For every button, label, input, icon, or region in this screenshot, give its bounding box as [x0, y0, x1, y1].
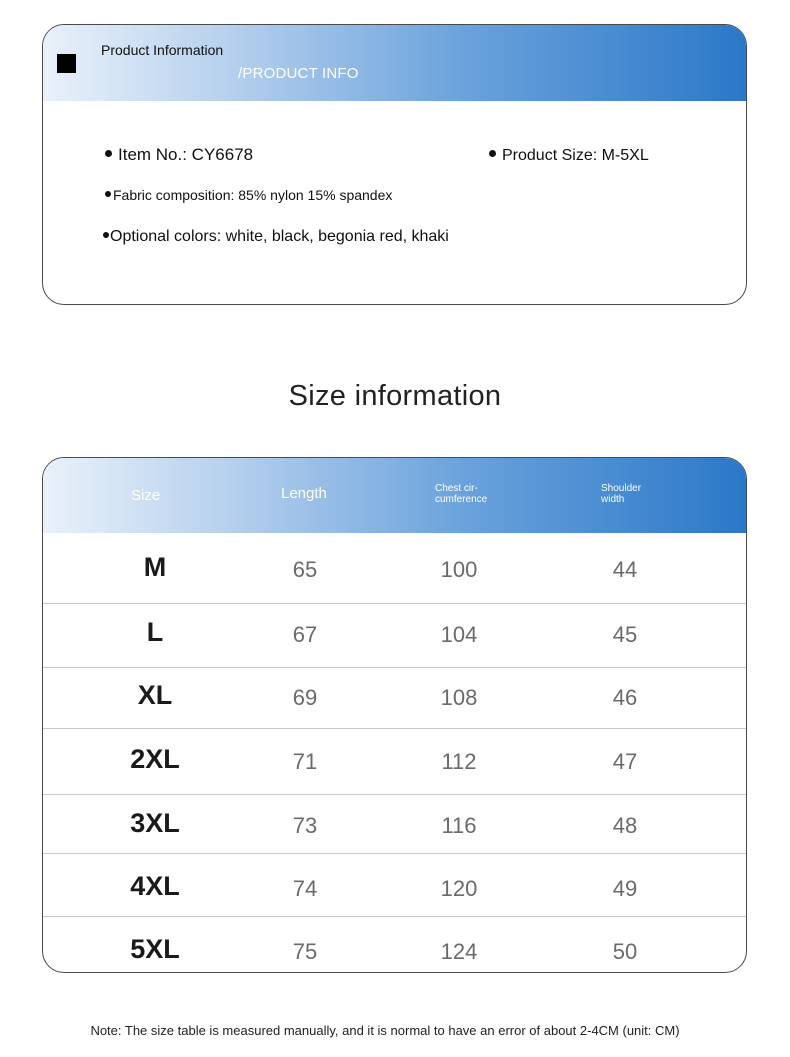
table-row	[43, 533, 747, 603]
size-cell: 2XL	[130, 744, 180, 774]
length-cell: 71	[292, 749, 318, 774]
size-cell: L	[146, 617, 164, 647]
length-cell: 74	[292, 876, 318, 901]
chest-cell: 108	[440, 685, 478, 710]
bullet-icon	[105, 150, 112, 157]
size-cell: M	[143, 552, 167, 582]
size-cell: XL	[137, 680, 173, 710]
item-number: Item No.: CY6678	[105, 145, 253, 165]
product-info-subtitle: /PRODUCT INFO	[238, 65, 359, 82]
bullet-icon	[103, 232, 109, 238]
bullet-icon	[489, 150, 496, 157]
chest-cell: 116	[441, 813, 477, 838]
optional-colors: Optional colors: white, black, begonia red, khaki	[103, 228, 449, 246]
header-shoulder: Shoulder width	[601, 483, 642, 505]
length-cell: 67	[292, 622, 318, 647]
length-cell: 69	[292, 685, 318, 710]
product-size: Product Size: M-5XL	[489, 147, 649, 165]
chest-cell: 124	[440, 939, 478, 964]
shoulder-cell: 45	[612, 622, 638, 647]
size-section-title: Size information	[288, 380, 502, 412]
shoulder-cell: 49	[612, 876, 638, 901]
shoulder-cell: 44	[612, 557, 638, 582]
size-table	[42, 457, 747, 973]
size-cell: 5XL	[130, 934, 180, 964]
square-icon	[57, 54, 76, 73]
table-row	[43, 853, 747, 916]
chest-cell: 120	[440, 876, 478, 901]
bullet-icon	[105, 191, 111, 197]
shoulder-cell: 46	[612, 685, 638, 710]
measurement-note: Note: The size table is measured manually, and it is normal to have an error of about 2-4CM (unit: CM)	[90, 1023, 680, 1038]
header-size: Size	[131, 487, 161, 504]
product-info-header	[43, 25, 746, 101]
chest-cell: 112	[441, 749, 477, 774]
length-cell: 75	[292, 939, 318, 964]
table-row	[43, 667, 747, 728]
size-table-header	[43, 458, 746, 533]
fabric-composition: Fabric composition: 85% nylon 15% spandex	[105, 187, 392, 203]
table-row	[43, 603, 747, 667]
table-row	[43, 794, 747, 853]
product-info-card	[42, 24, 747, 305]
shoulder-cell: 50	[612, 939, 638, 964]
length-cell: 73	[292, 813, 318, 838]
product-info-title: Product Information	[101, 42, 224, 58]
chest-cell: 104	[440, 622, 478, 647]
shoulder-cell: 47	[612, 749, 638, 774]
size-cell: 3XL	[130, 808, 180, 838]
table-row	[43, 728, 747, 794]
shoulder-cell: 48	[612, 813, 638, 838]
header-chest: Chest cir- cumference	[435, 483, 488, 505]
length-cell: 65	[292, 557, 318, 582]
chest-cell: 100	[440, 557, 478, 582]
table-row	[43, 916, 747, 973]
header-length: Length	[281, 485, 327, 502]
size-cell: 4XL	[130, 871, 180, 901]
